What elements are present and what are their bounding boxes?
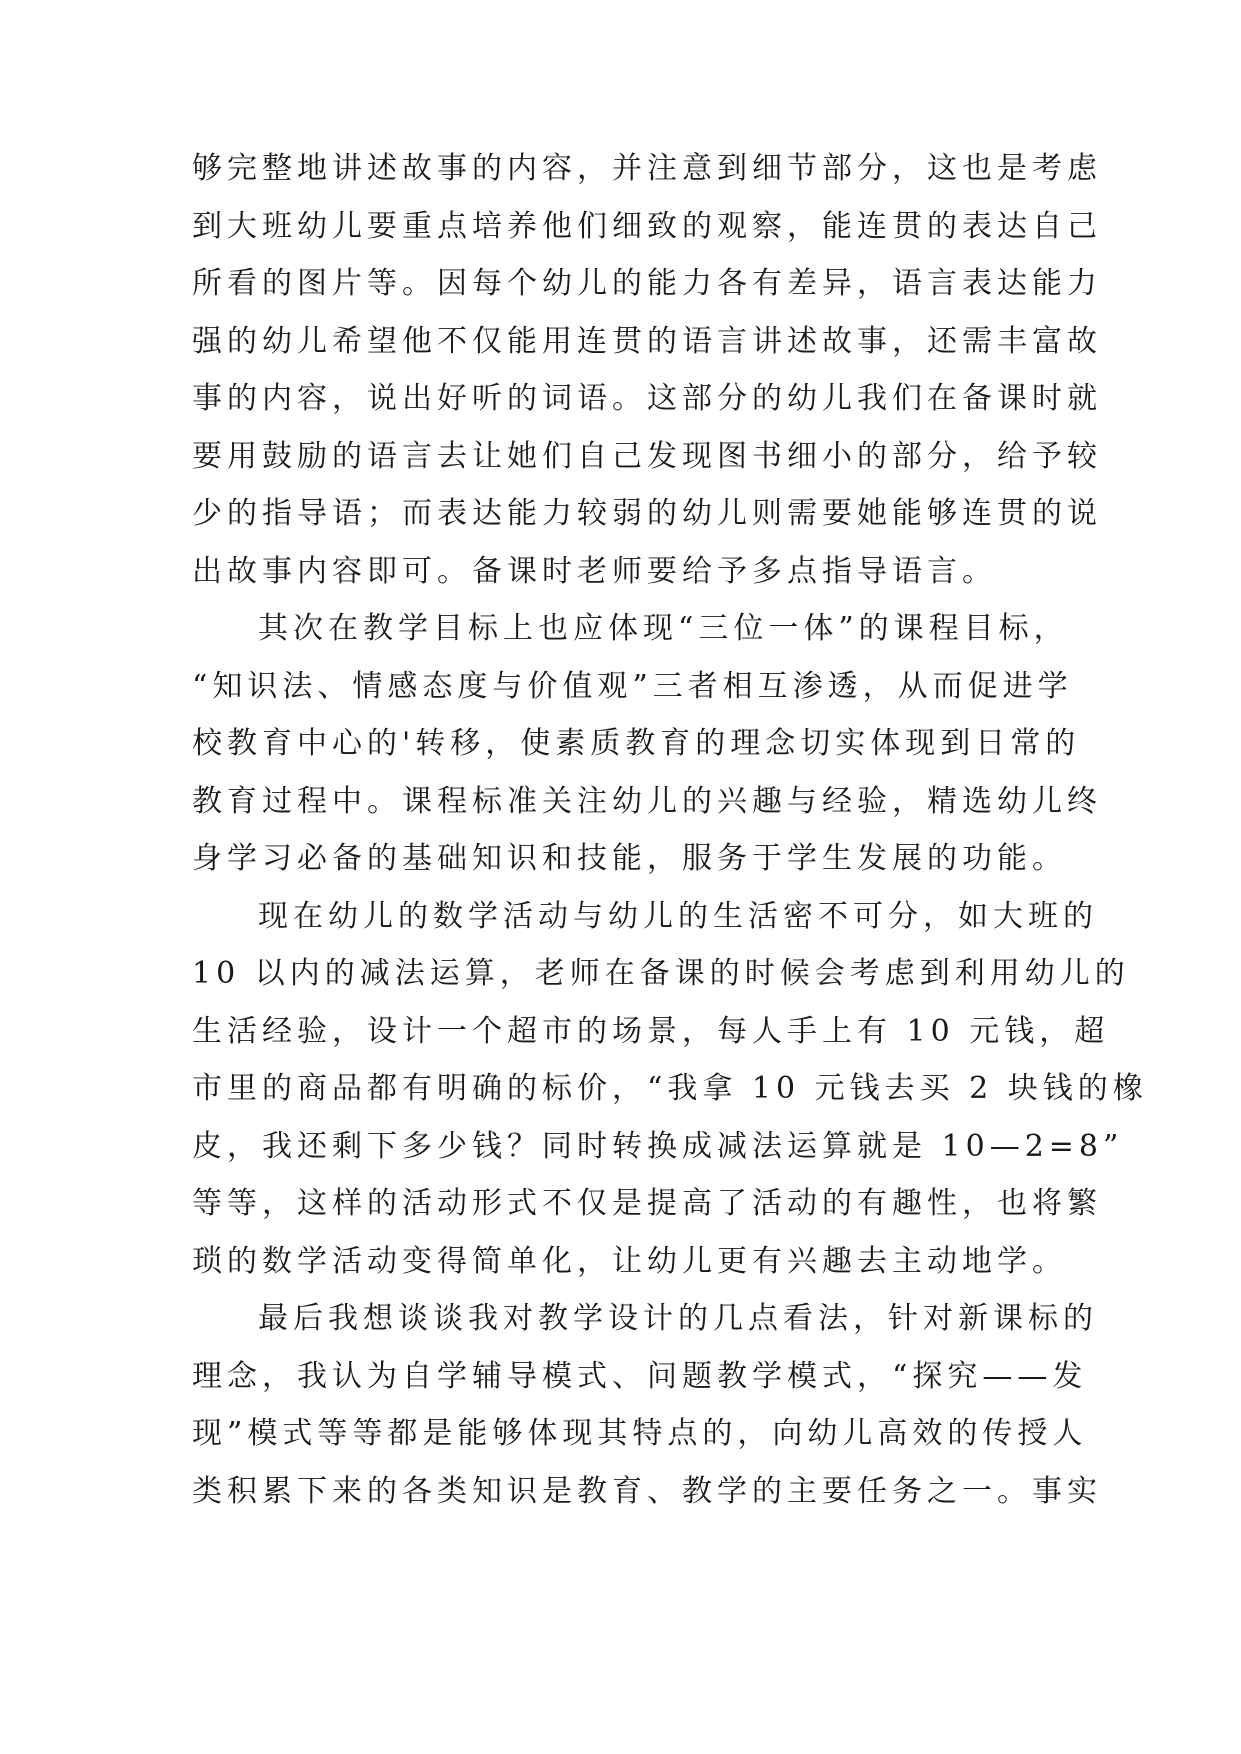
text-line: 等等，这样的活动形式不仅是提高了活动的有趣性，也将繁	[192, 1186, 1102, 1221]
text-line: “知识法、情感态度与价值观”三者相互渗透，从而促进学	[192, 668, 1073, 704]
text-line: 事的内容，说出好听的词语。这部分的幼儿我们在备课时就	[192, 381, 1102, 416]
text-line: 所看的图片等。因每个幼儿的能力各有差异，语言表达能力	[192, 266, 1102, 301]
text-line: 教育过程中。课程标准关注幼儿的兴趣与经验，精选幼儿终	[192, 783, 1102, 819]
paragraph-first-line: 现在幼儿的数学活动与幼儿的生活密不可分，如大班的	[258, 898, 1098, 934]
text-line: 理念，我认为自学辅导模式、问题教学模式，“探究——发	[192, 1358, 1088, 1394]
body-text	[192, 140, 1148, 1520]
text-line: 现”模式等等都是能够体现其特点的，向幼儿高效的传授人	[192, 1416, 1088, 1451]
paragraph-first-line: 其次在教学目标上也应体现“三位一体”的课程目标，	[258, 611, 1069, 646]
text-line: 身学习必备的基础知识和技能，服务于学生发展的功能。	[192, 841, 1067, 876]
text-line: 要用鼓励的语言去让她们自己发现图书细小的部分，给予较	[192, 438, 1102, 474]
text-line: 市里的商品都有明确的标价，“我拿 10 元钱去买 2 块钱的橡	[192, 1071, 1148, 1106]
text-line: 够完整地讲述故事的内容，并注意到细节部分，这也是考虑	[192, 151, 1102, 186]
text-line: 出故事内容即可。备课时老师要给予多点指导语言。	[192, 553, 997, 589]
text-line: 琐的数学活动变得简单化，让幼儿更有兴趣去主动地学。	[192, 1243, 1067, 1279]
text-line: 强的幼儿希望他不仅能用连贯的语言讲述故事，还需丰富故	[192, 323, 1102, 359]
text-line: 生活经验，设计一个超市的场景，每人手上有 10 元钱，超	[192, 1013, 1110, 1049]
paragraph-first-line: 最后我想谈谈我对教学设计的几点看法，针对新课标的	[258, 1301, 1098, 1336]
text-line: 类积累下来的各类知识是教育、教学的主要任务之一。事实	[192, 1473, 1102, 1509]
text-line: 到大班幼儿要重点培养他们细致的观察，能连贯的表达自己	[192, 208, 1102, 244]
text-line: 少的指导语；而表达能力较弱的幼儿则需要她能够连贯的说	[192, 496, 1102, 531]
text-line: 皮，我还剩下多少钱？同时转换成减法运算就是 10—2=8”	[192, 1128, 1124, 1164]
text-line: 10 以内的减法运算，老师在备课的时候会考虑到利用幼儿的	[192, 956, 1130, 991]
text-line: 校教育中心的'转移，使素质教育的理念切实体现到日常的	[192, 726, 1081, 761]
